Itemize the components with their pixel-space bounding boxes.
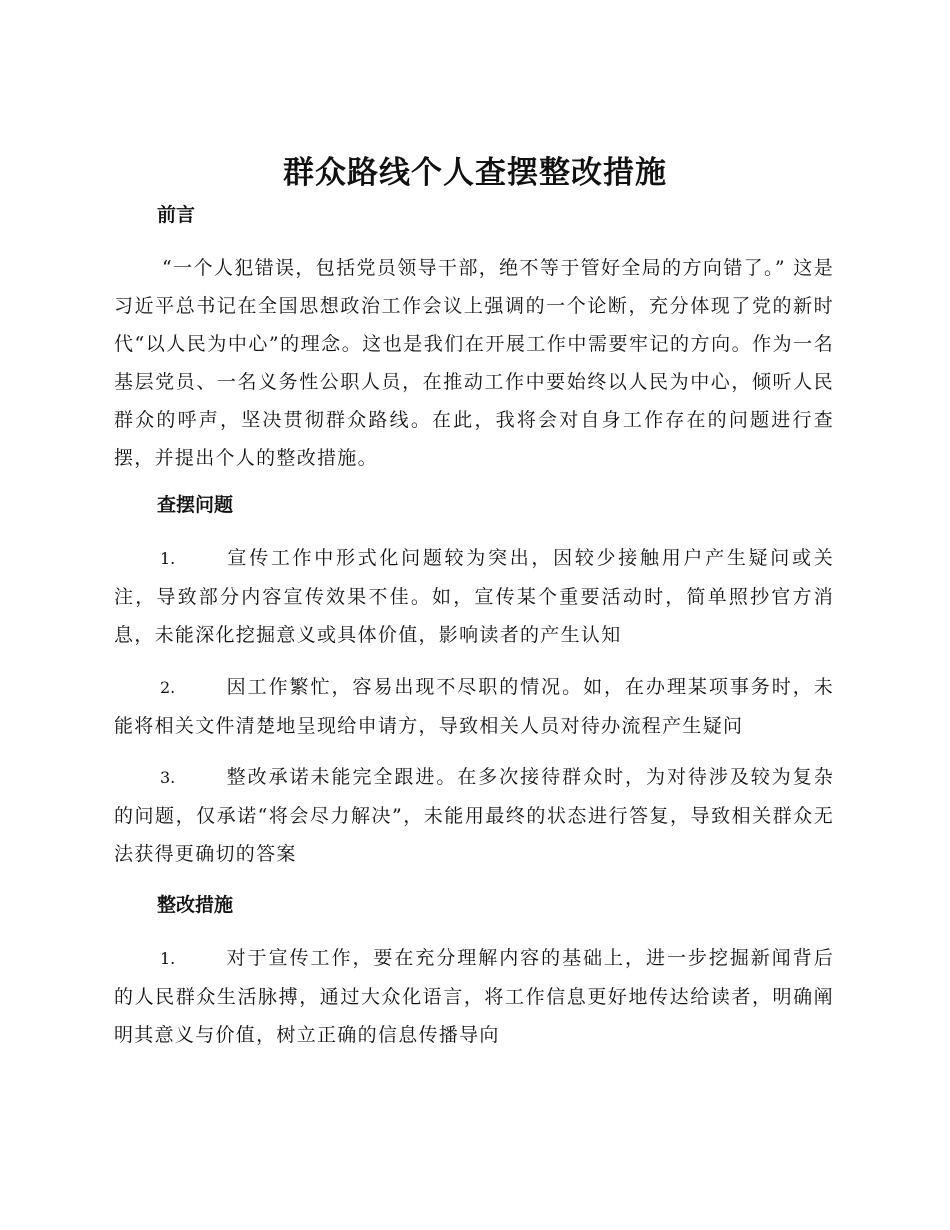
measure-text: 对于宣传工作，要在充分理解内容的基础上，进一步挖掘新闻背后的人民群众生活脉搏，通过大众化语言，将工作信息更好地传达给读者，明确阐明其意义与价值，树立正确的信息传播导向 <box>114 947 834 1046</box>
preface-paragraph: “一个人犯错误，包括党员领导干部，绝不等于管好全局的方向错了。” 这是习近平总书记在全国思想政治工作会议上强调的一个论断，充分体现了党的新时代“以人民为中心”的理念。这也是我们在开展工作中需要牢记的方向。作为一名基层党员、一名义务性公职人员，在推动工作中要始终以人民为中心，倾听人民群众的呼声，坚决贯彻群众路线。在此，我将会对自身工作存在的问题进行查摆，并提出个人的整改措施。 <box>114 257 834 469</box>
problem-item-3 <box>114 758 834 873</box>
problem-text: 宣传工作中形式化问题较为突出，因较少接触用户产生疑问或关注，导致部分内容宣传效果不佳。如，宣传某个重要活动时，简单照抄官方消息，未能深化挖掘意义或具体价值，影响读者的产生认知 <box>114 547 834 646</box>
problem-item-1 <box>114 539 834 654</box>
problems-heading: 查摆问题 <box>157 494 234 516</box>
problem-text: 因工作繁忙，容易出现不尽职的情况。如，在办理某项事务时，未能将相关文件清楚地呈现给申请方，导致相关人员对待办流程产生疑问 <box>114 676 834 737</box>
list-number: 2. <box>160 678 176 697</box>
list-number: 1. <box>160 949 176 968</box>
list-number: 1. <box>160 549 176 568</box>
list-number: 3. <box>160 768 176 787</box>
problem-text: 整改承诺未能完全跟进。在多次接待群众时，为对待涉及较为复杂的问题，仅承诺“将会尽力解决”，未能用最终的状态进行答复，导致相关群众无法获得更确切的答案 <box>114 766 834 865</box>
preface-heading: 前言 <box>157 204 196 226</box>
document-title: 群众路线个人查摆整改措施 <box>283 155 667 191</box>
problem-item-2 <box>114 668 834 745</box>
measure-item-1 <box>114 939 834 1054</box>
measures-heading: 整改措施 <box>157 894 234 916</box>
